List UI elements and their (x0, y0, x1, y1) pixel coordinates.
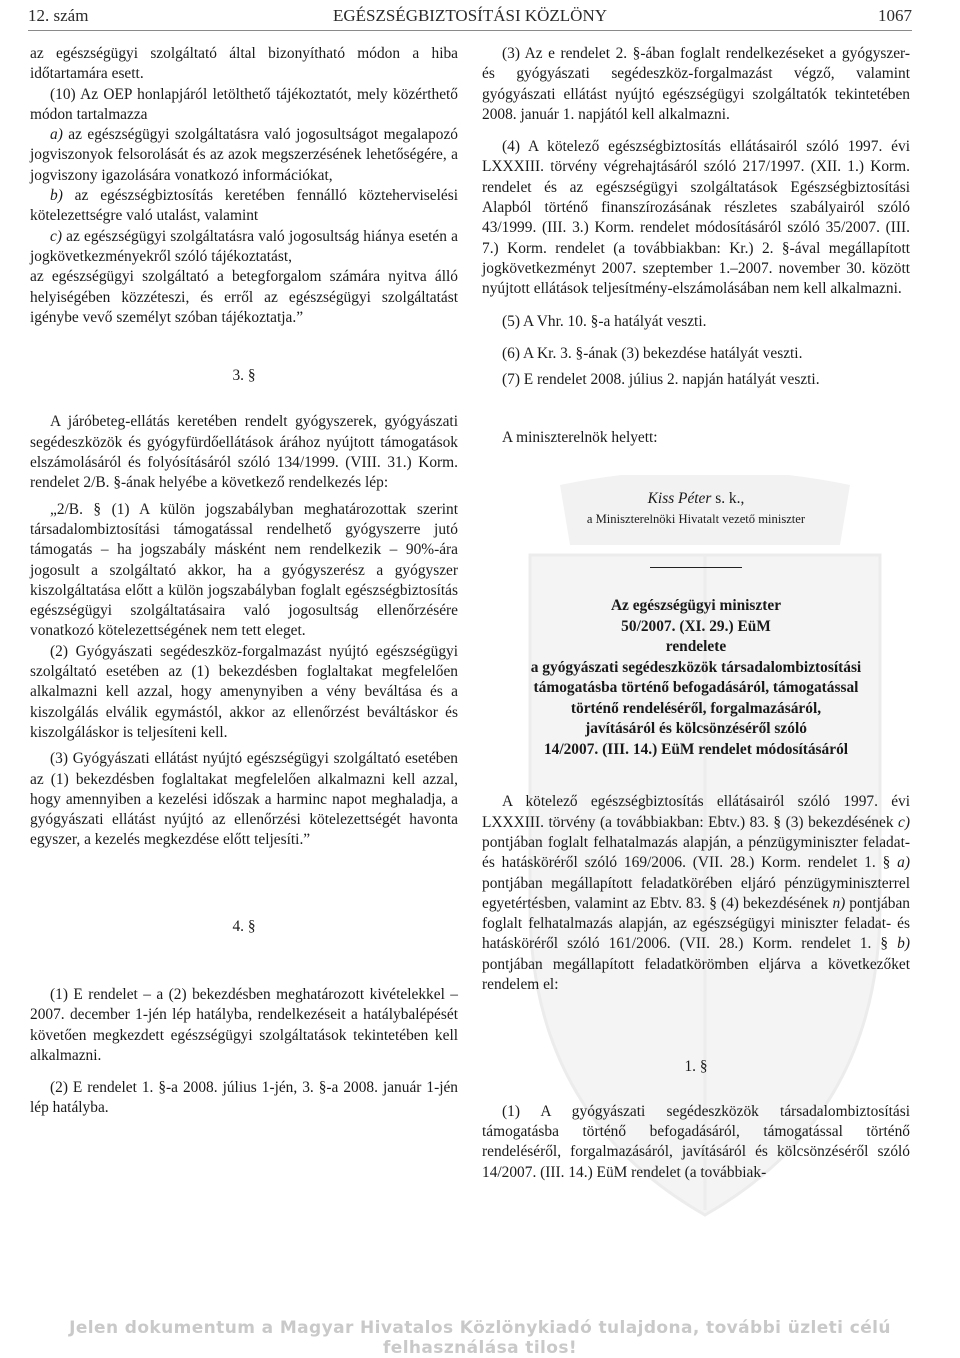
page-number: 1067 (878, 6, 912, 25)
paragraph: (10) Az OEP honlapjáról letölthető tájékoztatót, mely közérthető módon tartalmazza (30, 85, 458, 123)
issue-number: 12. szám (28, 6, 89, 25)
section-heading: 3. § (232, 367, 256, 385)
paragraph: (2) E rendelet 1. §-a 2008. július 1-jén, 3. §-a 2008. január 1-jén lép hatályba. (30, 1079, 458, 1117)
decree-title-line: 14/2007. (III. 14.) EüM rendelet módosításáról (543, 740, 849, 758)
paragraph: (1) E rendelet – a (2) bekezdésben meghatározott kivételekkel – 2007. december 1-jén lép hatályba, rendelkezéseit a hatálybalépését követően megkezdett egészségügyi szolgáltatások tekintetében kell alkalmazni. (30, 985, 458, 1064)
paragraph: (6) A Kr. 3. §-ának (3) bekezdése hatályát veszti. (502, 344, 803, 362)
signatory-title: a Miniszterelnöki Hivatalt vezető miniszter (586, 512, 806, 527)
decree-title-line: rendelete (665, 638, 727, 656)
preamble-text: pontjában foglalt felhatalmazás alapján, az egészségügyi miniszter feladat- és hatásköréről szóló 161/2006. (VII. 28.) Korm. rendelet 1. § (482, 894, 911, 953)
decree-title-line: támogatásba történő befogadásáról, támogatással (533, 679, 859, 697)
signatory (482, 489, 910, 509)
page-header (28, 4, 912, 31)
preamble-text: pontjában megállapított feladatkörömben eljárva a következőket rendelem el: (482, 955, 910, 994)
paragraph: „2/B. § (1) A külön jogszabályban meghatározottak szerint társadalombiztosítási támogatással rendelhető gyógyszerre jutó támogatás – ha jogszabály másként nem rendelkezik – 90%-ára jogosult a szolgáltató akkor, ha a gyógyszerész a gyógyszer kiszolgáltatása előtt a külön jogszabályban foglalt egészségbiztosítás egészségügyi szolgáltatásaira való jogosultság ellenőrzésére vonatkozó kötelezettségének nem tett eleget. (30, 500, 458, 640)
decree-title-line: Az egészségügyi miniszter (610, 597, 782, 615)
decree-title (482, 596, 910, 760)
point-label: a) (897, 854, 910, 872)
section-heading: 1. § (684, 1058, 708, 1076)
point-text: az egészségbiztosítás keretében fennálló közteherviselési kötelezettségre való utalást, valamint (30, 187, 458, 225)
decree-title-line: történő rendeléséről, forgalmazásáról, (570, 699, 822, 717)
signatory-on-behalf: A miniszterelnök helyett: (502, 429, 658, 447)
point-label: c) (50, 227, 62, 245)
point-label: c) (898, 813, 910, 831)
right-column (482, 44, 910, 1183)
decree-title-line: 50/2007. (XI. 29.) EüM (621, 617, 771, 635)
paragraph: (7) E rendelet 2008. július 2. napján hatályát veszti. (502, 371, 820, 389)
signatory-name: Kiss Péter (647, 489, 712, 507)
signatory-suffix: s. k., (711, 489, 745, 507)
left-column (30, 44, 458, 1119)
journal-title: EGÉSZSÉGBIZTOSÍTÁSI KÖZLÖNY (332, 6, 608, 25)
point-text: az egészségügyi szolgáltatásra való jogosultság hiánya esetén a jogkövetkezményekről szóló tájékoztatást, (30, 227, 458, 265)
paragraph: (2) Gyógyászati segédeszköz-forgalmazást nyújtó egészségügyi szolgáltató esetében az (1) bekezdésben foglaltakat megfelelően alkalmazni kell azzal, hogy amenynyiben a vény beváltása és a kiszolgálás elválik egymástól, akkor az ellenőrzést beváltáskor és kiszolgáláskor is teljesíteni kell. (30, 642, 458, 741)
paragraph: az egészségügyi szolgáltató által bizonyítható módon a hiba időtartamára esett. (30, 45, 458, 83)
preamble-text: pontjában foglalt felhatalmazás alapján, a pénzügyminiszter feladat- és hatásköréről szóló 169/2006. (VII. 28.) Korm. rendelet 1. § (482, 833, 910, 872)
point-label: a) (50, 126, 63, 144)
preamble-text: pontjában megállapított feladatkörében eljáró pénzügyminiszterrel egyetértésben, valamint az Ebtv. 83. § (4) bekezdésének (482, 874, 910, 912)
paragraph: (1) A gyógyászati segédeszközök társadalombiztosítási támogatásba történő befogadásáról, támogatással történő rendeléséről, forgalmazásáról, javításáról és kölcsönzéséről szóló 14/2007. (III. 14.) EüM rendelet (a továbbiak- (482, 1102, 910, 1181)
paragraph: (3) Gyógyászati ellátást nyújtó egészségügyi szolgáltató esetében az (1) bekezdésben foglaltakat megfelelően alkalmazni kell azzal, hogy amennyiben a kezelési időszak a harminc napot meghaladja, a gyógyászati ellátást nyújtó az ellenőrzési kötelezettségét havonta egyszer, a kezelés megkezdése előtt teljesíti.” (30, 750, 458, 849)
paragraph: (3) Az e rendelet 2. §-ában foglalt rendelkezéseket a gyógyszer- és gyógyászati segédeszköz-forgalmazást végző, valamint gyógyászati ellátást nyújtó egészségügyi szolgáltatók tekintetében 2008. január 1. napjától kell alkalmazni. (482, 45, 910, 123)
preamble (482, 792, 910, 995)
paragraph: az egészségügyi szolgáltató a betegforgalom számára nyitva álló helyiségében közzéteszi, és erről az egészségügyi szolgáltatást igénybe vevő személyt szóban tájékoztatja.” (30, 268, 458, 326)
paragraph: (4) A kötelező egészségbiztosítás ellátásairól szóló 1997. évi LXXXIII. törvény végrehajtásáról szóló 217/1997. (XII. 1.) Korm. rendelet és az egészségügyi szolgáltatások Egészségbiztosítási Alapból történő finanszírozásának részletes szabályairól szóló 43/1999. (III. 3.) Korm. rendelet módosításáról szóló 35/2007. (III. 7.) Korm. rendelet (a továbbiakban: Kr.) 2. §-ával megállapított jogkövetkezményt 2007. szeptember 1.–2007. november 30. között nyújtott ellátások teljesítmény-elszámolásában nem kell alkalmazni. (482, 138, 910, 298)
paragraph: (5) A Vhr. 10. §-a hatályát veszti. (502, 312, 707, 330)
paragraph: A járóbeteg-ellátás keretében rendelt gyógyszerek, gyógyászati segédeszközök és gyógyfürdőellátások árához nyújtott támogatások elszámolásáról és folyósításáról szóló 134/1999. (VIII. 31.) Korm. rendelet 2/B. §-ának helyébe a következő rendelkezés lép: (30, 413, 458, 492)
point-label: n) (832, 894, 846, 912)
paragraph (30, 125, 458, 186)
point-label: b) (897, 935, 910, 953)
divider (650, 567, 742, 568)
decree-title-line: javításáról és kölcsönzéséről szóló (585, 720, 807, 738)
ownership-watermark: Jelen dokumentum a Magyar Hivatalos Közlönykiadó tulajdona, további üzleti célú felhasználása tilos! (69, 1318, 891, 1358)
paragraph (30, 186, 458, 227)
point-text: az egészségügyi szolgáltatásra való jogosultságot megalapozó jogviszonyok felsorolását és az azok megszerzésének lehetőségére, a jogviszony igazolására vonatkozó információkat, (30, 126, 458, 184)
preamble-text: A kötelező egészségbiztosítás ellátásairól szóló 1997. évi LXXXIII. törvény (a továbbiakban: Ebtv.) 83. § (3) bekezdésének (482, 793, 910, 831)
decree-title-line: a gyógyászati segédeszközök társadalombiztosítási (530, 658, 862, 676)
section-heading: 4. § (232, 917, 256, 935)
point-label: b) (50, 187, 63, 205)
paragraph (30, 227, 458, 268)
